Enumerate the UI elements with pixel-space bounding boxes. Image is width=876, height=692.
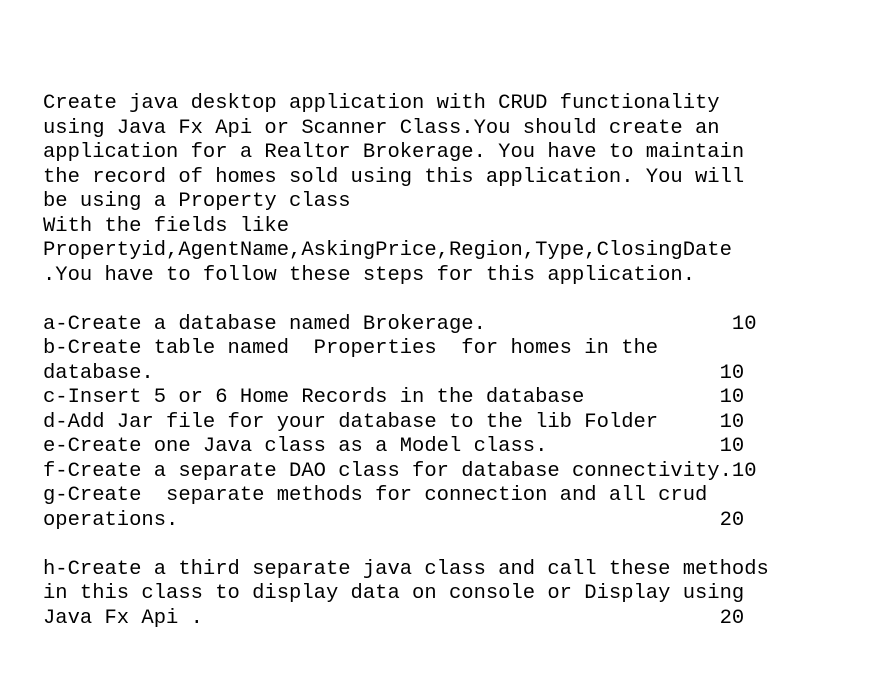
step-b-line: b-Create table named Properties for homes in the xyxy=(43,337,659,360)
intro-line: be using a Property class xyxy=(43,190,351,213)
step-d-line: d-Add Jar file for your database to the lib Folder 10 xyxy=(43,410,745,434)
intro-line: .You have to follow these steps for this application. xyxy=(43,263,696,287)
step-a-line: a-Create a database named Brokerage. 10 xyxy=(43,312,757,336)
blank-line xyxy=(43,288,863,313)
step-c-line: c-Insert 5 or 6 Home Records in the database 10 xyxy=(43,386,745,409)
step-h-line: h-Create a third separate java class and call these methods xyxy=(43,557,769,581)
step-g-line: operations. 20 xyxy=(43,508,745,532)
step-g-line: g-Create separate methods for connection and all crud xyxy=(43,484,708,507)
step-h-line: Java Fx Api . 20 xyxy=(43,606,745,630)
assignment-document xyxy=(43,92,863,631)
intro-line: the record of homes sold using this application. You will xyxy=(43,165,745,189)
intro-line: Create java desktop application with CRUD functionality xyxy=(43,92,720,115)
step-b-line: database. 10 xyxy=(43,361,745,385)
intro-line: With the fields like xyxy=(43,214,290,238)
intro-line: using Java Fx Api or Scanner Class.You should create an xyxy=(43,116,720,140)
step-f-line: f-Create a separate DAO class for database connectivity.10 xyxy=(43,459,757,483)
intro-line: application for a Realtor Brokerage. You have to maintain xyxy=(43,141,745,164)
blank-line xyxy=(43,533,863,558)
step-e-line: e-Create one Java class as a Model class. 10 xyxy=(43,435,745,458)
fields-line: Propertyid,AgentName,AskingPrice,Region,Type,ClosingDate xyxy=(43,239,732,262)
step-h-line: in this class to display data on console or Display using xyxy=(43,582,745,605)
